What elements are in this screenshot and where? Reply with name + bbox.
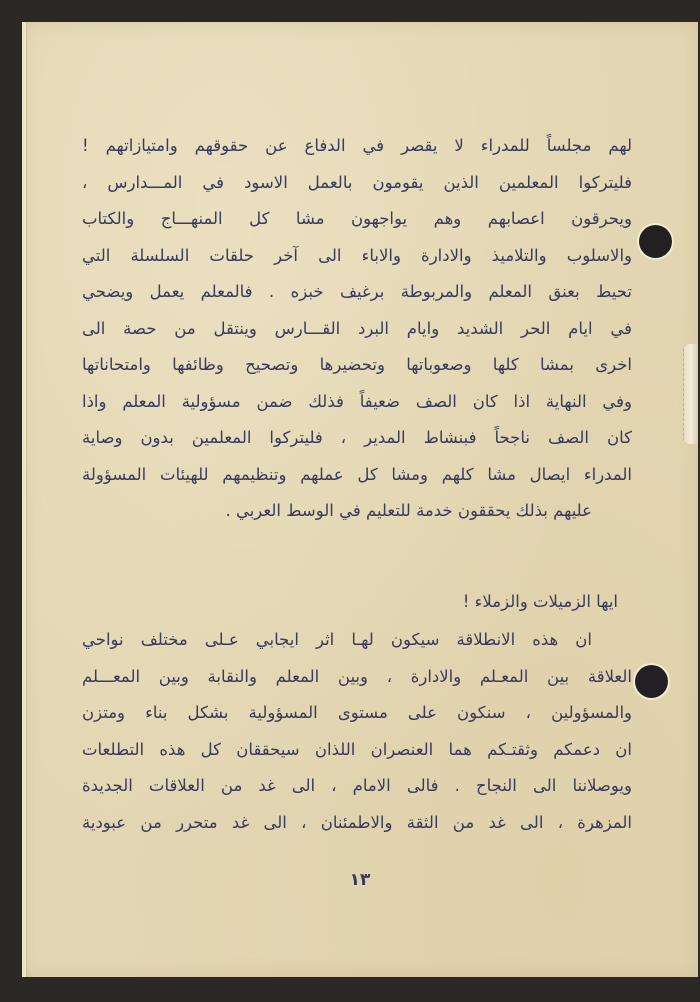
text-line: ويحرقون اعصابهم وهم يواجهون مشا كل المنهـــاج والكتاب <box>82 209 632 228</box>
text-line: عليهم بذلك يحققون خدمة للتعليم في الوسط العربي . <box>225 501 592 520</box>
text-line: اخرى بمشا كلها وصعوباتها وتحضيرها وتصحيح وظائفها وامتحاناتها <box>82 355 632 374</box>
text-line: ان دعمكم وثقتـكم هما العنصران اللذان سيحققان كل هذه التطلعات <box>82 739 632 759</box>
text-line: تحيط بعنق المعلم والمربوطة برغيف خبزه . فالمعلم يعمل ويضحي <box>82 282 632 301</box>
text-line: العلاقة بين المعـلم والادارة ، وبين المعلم والنقابة وبين المعـــلم <box>82 666 632 686</box>
document-page <box>22 22 698 977</box>
text-line: في ايام الحر الشديد وايام البرد القـــارس وينتقل من حصة الى <box>82 318 632 338</box>
punch-hole-top <box>639 225 672 258</box>
text-line: ويوصلاننا الى النجاح . فالى الامام ، الى غد من العلاقات الجديدة <box>82 776 632 795</box>
text-line: والمسؤولين ، سنكون على مستوى المسؤولية بشكل بناء ومتزن <box>82 703 632 722</box>
text-line: المدراء ايصال مشا كلهم ومشا كل عملهم وتنظيمهم للهيئات المسؤولة <box>82 464 632 484</box>
paragraph-2 <box>82 622 632 841</box>
text-line: المزهرة ، الى غد من الثقة والاطمئنان ، الى غد متحرر من عبودية <box>82 812 632 832</box>
text-line: كان الصف ناجحاً فبنشاط المدير ، فليتركوا المعلمين بدون وصاية <box>82 428 632 447</box>
page-left-edge <box>22 22 27 977</box>
paragraph-1 <box>82 128 632 530</box>
torn-edge <box>683 344 698 444</box>
text-line: والاسلوب والتلاميذ والادارة والاباء الى آخر حلقات السلسلة التي <box>82 245 632 265</box>
page-number: ١٣ <box>349 870 371 890</box>
text-line: وفي النهاية اذا كان الصف ضعيفاً فذلك ضمن مسؤولية المعلم واذا <box>82 391 632 411</box>
punch-hole-bottom <box>635 665 668 698</box>
section-heading: ايها الزميلات والزملاء ! <box>462 592 618 611</box>
text-line: فليتركوا المعلمين الذين يقومون بالعمل الاسود في المـــدارس ، <box>82 172 632 192</box>
text-line: ان هذه الانطلاقة سيكون لهـا اثر ايجابي عـلى مختلف نواحي <box>82 630 592 649</box>
text-line: لهم مجلساً للمدراء لا يقصر في الدفاع عن حقوقهم وامتيازاتهم ! <box>82 136 632 155</box>
